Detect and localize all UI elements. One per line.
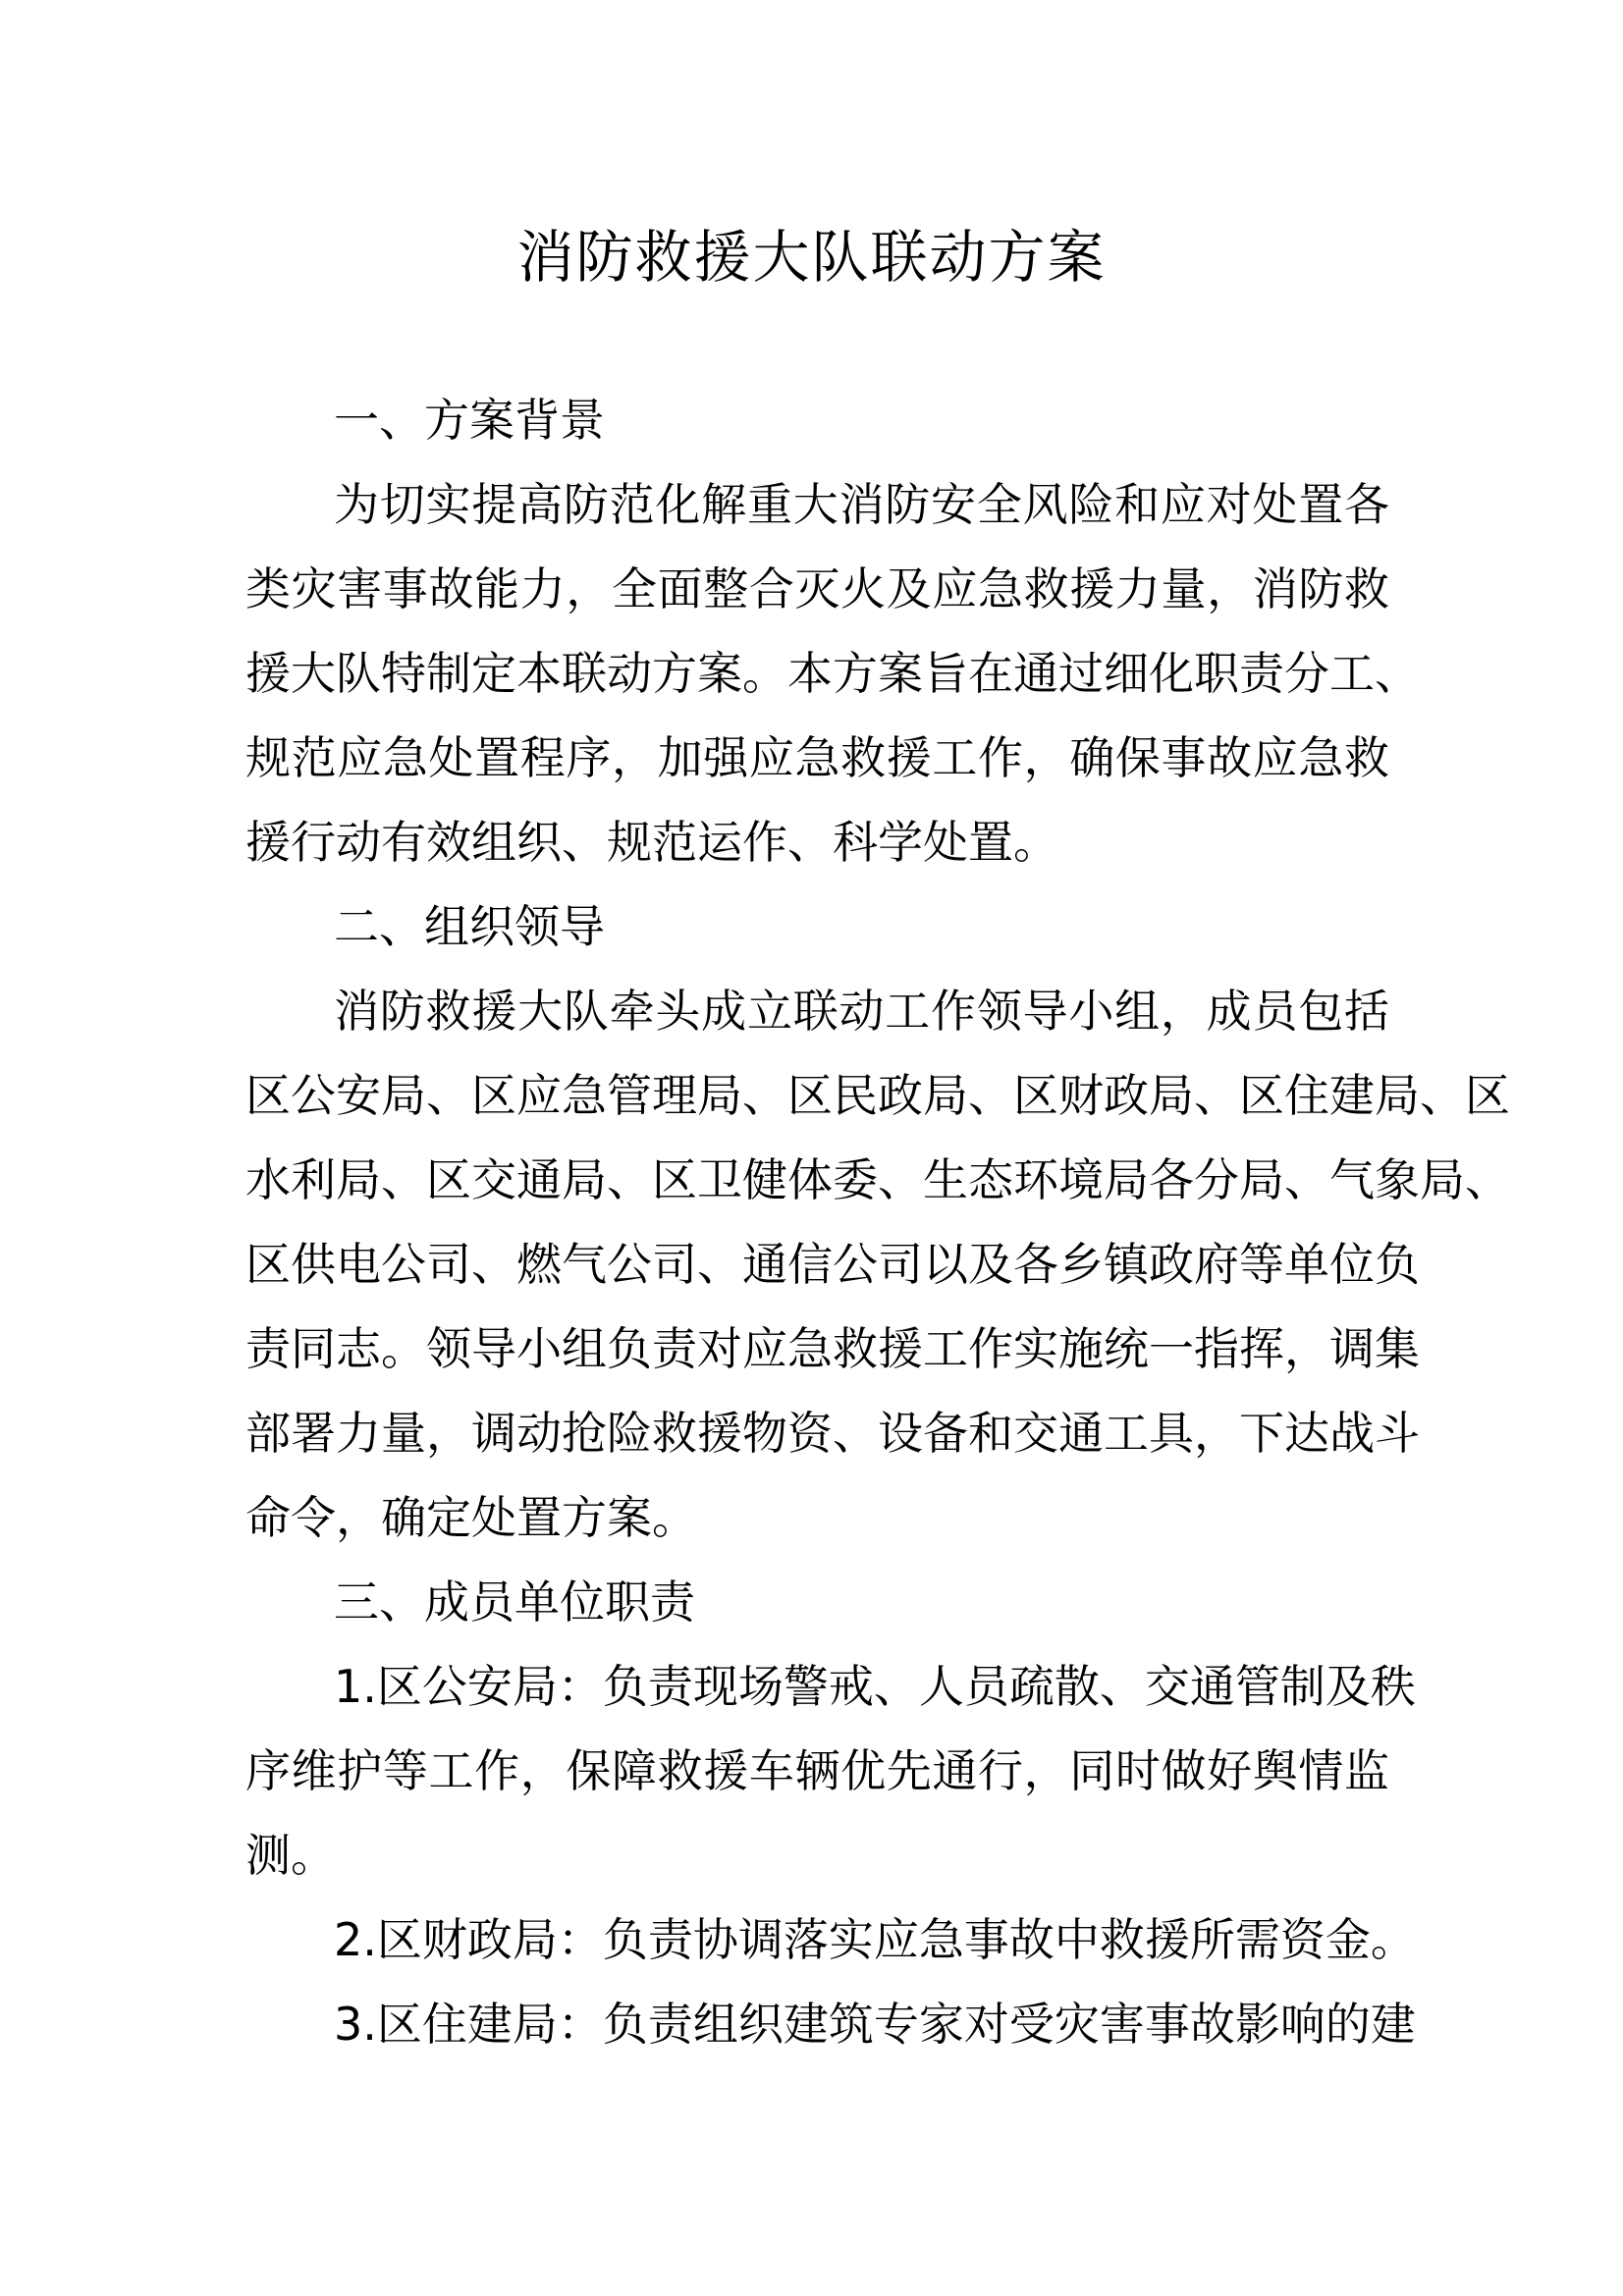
- duty-item-2-line: 2.区财政局：负责协调落实应急事故中救援所需资金。: [334, 1913, 1416, 1966]
- paragraph-line: 部署力量，调动抢险救援物资、设备和交通工具，下达战斗: [245, 1407, 1420, 1460]
- section-heading-member-duties: 三、成员单位职责: [334, 1575, 695, 1629]
- section-heading-organization: 二、组织领导: [334, 900, 605, 953]
- duty-item-1-line: 序维护等工作，保障救援车辆优先通行，同时做好舆情监: [245, 1744, 1389, 1797]
- paragraph-line: 责同志。领导小组负责对应急救援工作实施统一指挥，调集: [245, 1322, 1420, 1375]
- duty-item-1-line: 测。: [245, 1829, 336, 1882]
- paragraph-line: 规范应急处置程序，加强应急救援工作，确保事故应急救: [245, 731, 1389, 784]
- paragraph-line: 为切实提高防范化解重大消防安全风险和应对处置各: [334, 478, 1389, 531]
- paragraph-line: 消防救援大队牵头成立联动工作领导小组，成员包括: [334, 985, 1389, 1038]
- section-heading-background: 一、方案背景: [334, 394, 605, 447]
- paragraph-line: 援大队特制定本联动方案。本方案旨在通过细化职责分工、: [245, 647, 1420, 700]
- paragraph-line: 命令，确定处置方案。: [245, 1491, 697, 1544]
- duty-item-1-line: 1.区公安局：负责现场警戒、人员疏散、交通管制及秩: [334, 1660, 1416, 1713]
- paragraph-line: 援行动有效组织、规范运作、科学处置。: [245, 816, 1058, 869]
- paragraph-line: 区供电公司、燃气公司、通信公司以及各乡镇政府等单位负: [245, 1238, 1420, 1291]
- paragraph-line: 水利局、区交通局、区卫健体委、生态环境局各分局、气象局、: [245, 1153, 1510, 1206]
- paragraph-line: 类灾害事故能力，全面整合灭火及应急救援力量，消防救: [245, 562, 1389, 615]
- document-title: 消防救援大队联动方案: [516, 224, 1107, 291]
- paragraph-line: 区公安局、区应急管理局、区民政局、区财政局、区住建局、区: [245, 1069, 1510, 1122]
- duty-item-3-line: 3.区住建局：负责组织建筑专家对受灾害事故影响的建: [334, 1998, 1416, 2051]
